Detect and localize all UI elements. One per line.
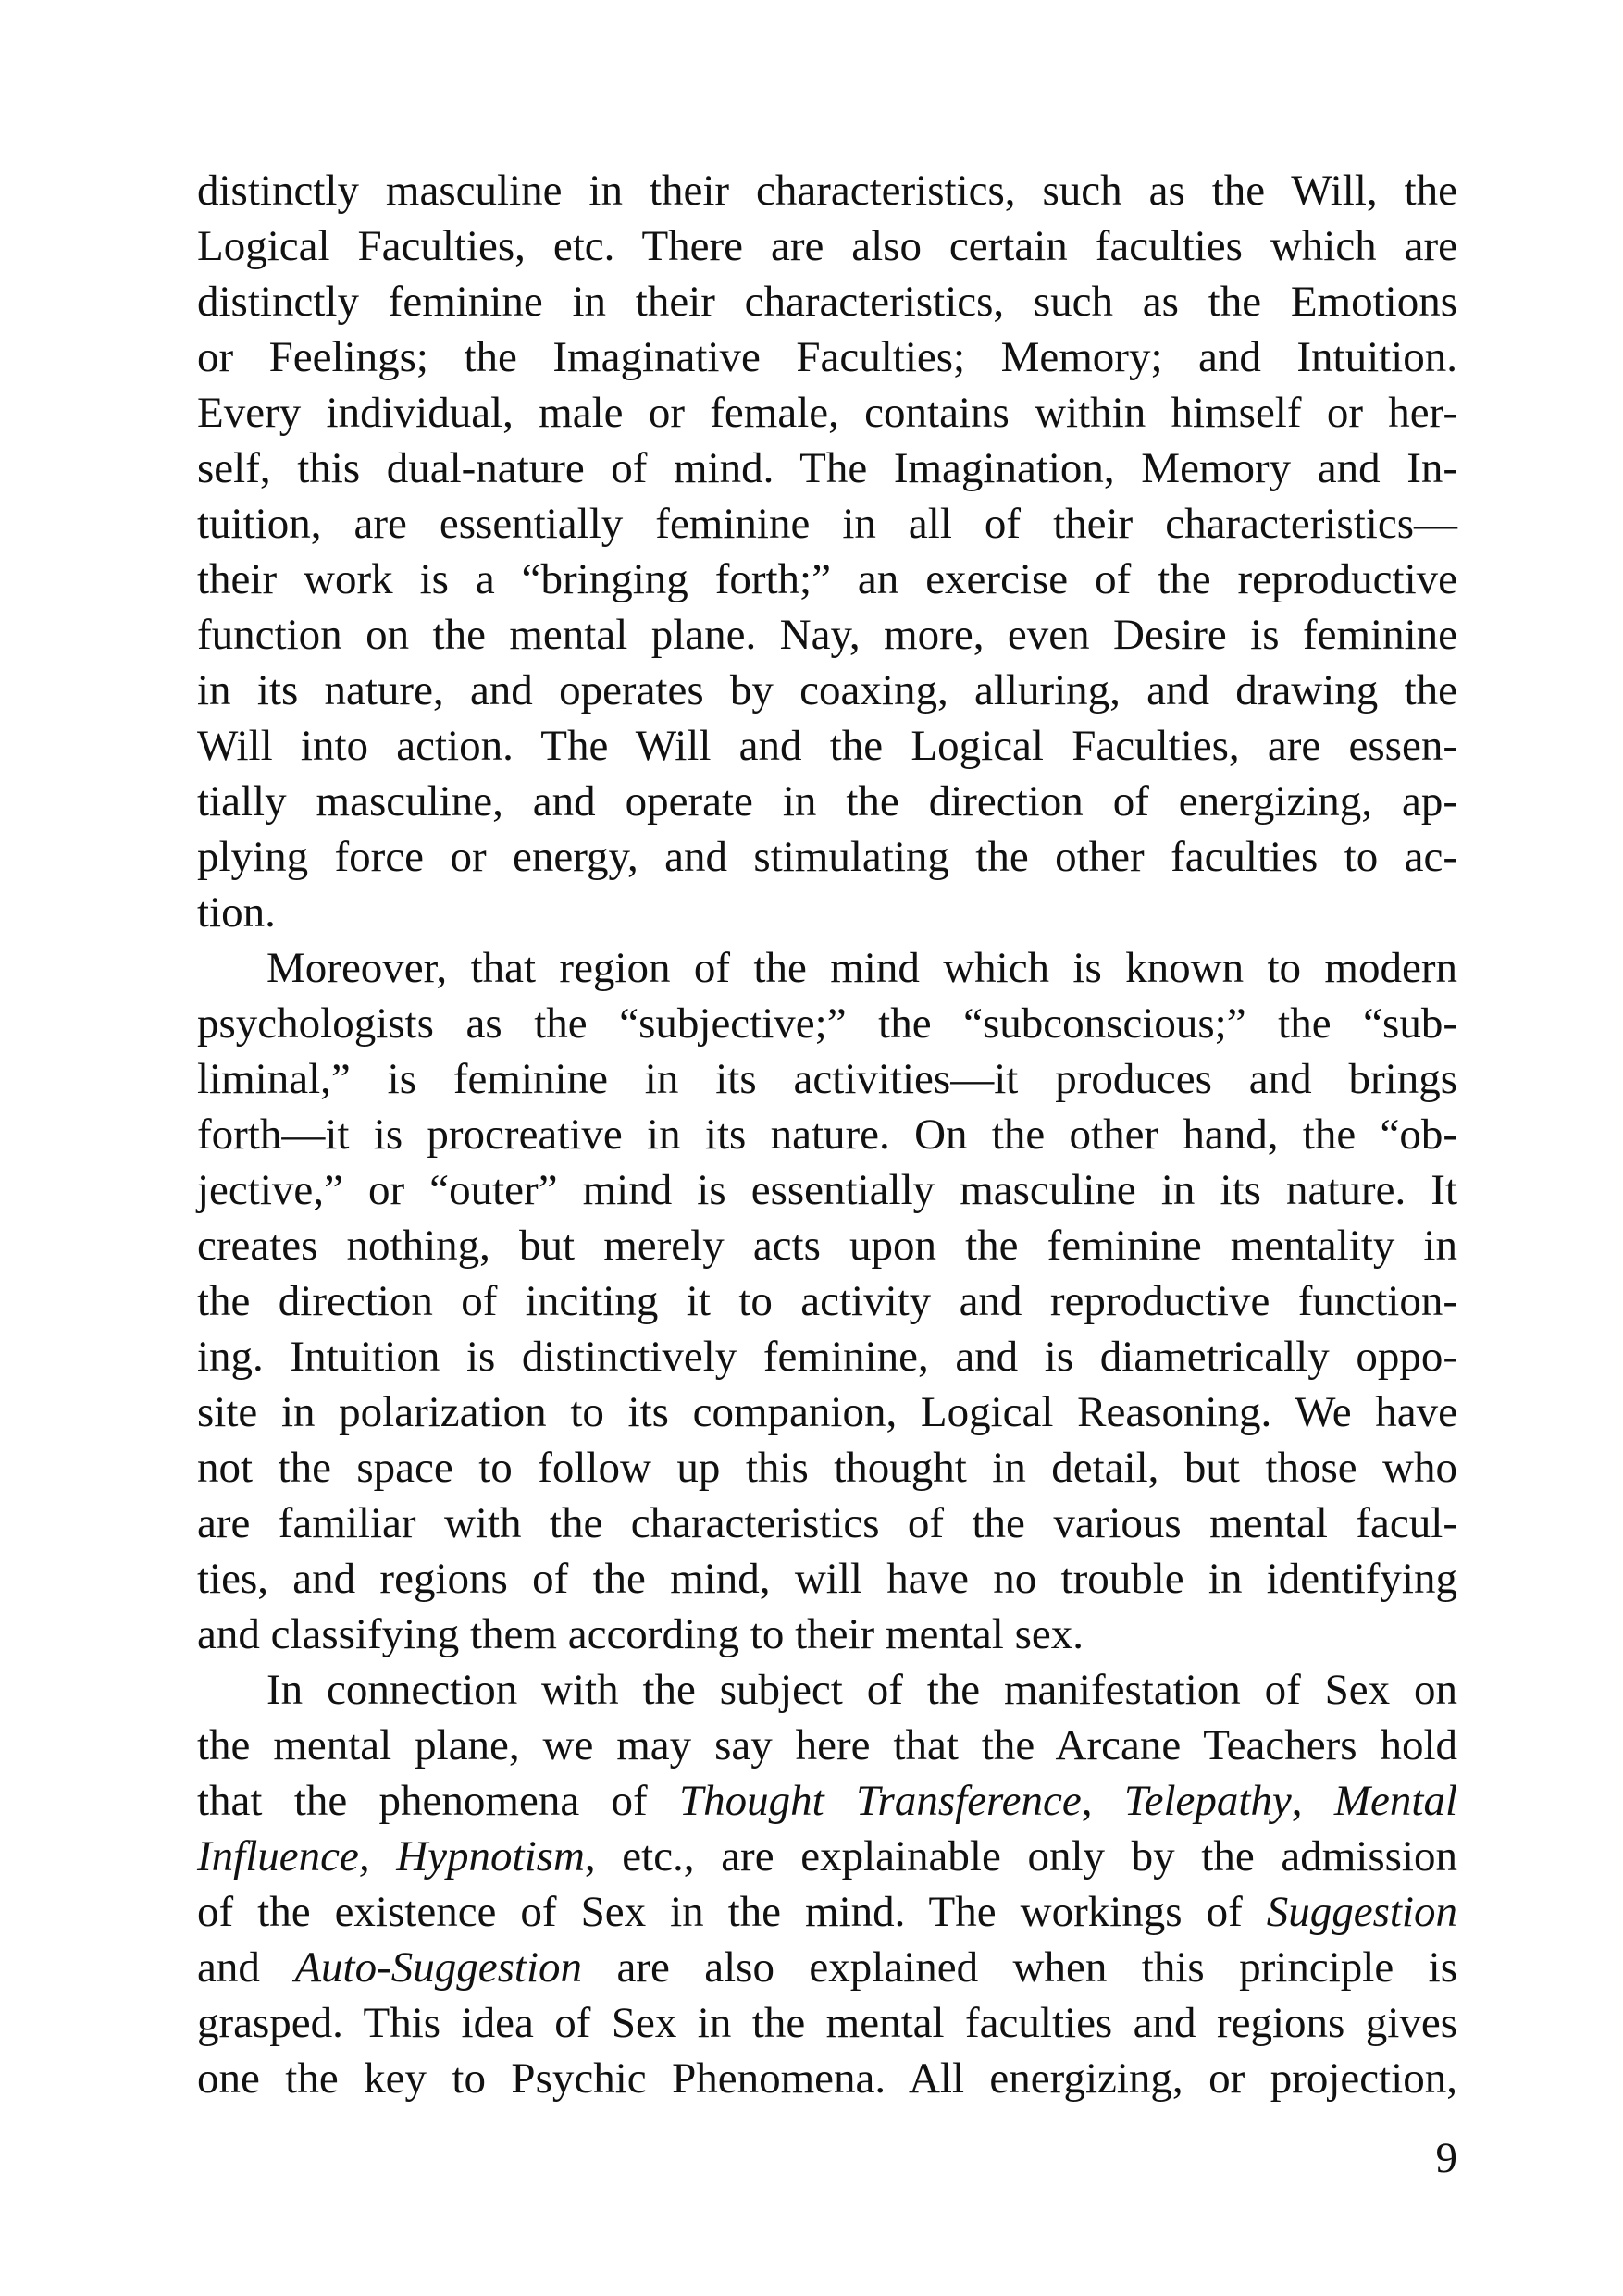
text-run: Moreover, that region of the mind which is known to modern [266,944,1457,992]
text-run: and [197,1943,295,1992]
italic-text: Mental [1333,1777,1458,1825]
text-run: one the key to Psychic Phenomena. All energizing, or projection, [197,2054,1457,2103]
text-run: self, this dual-nature of mind. The Imagination, Memory and In- [197,444,1457,492]
paragraph [197,940,1457,1662]
text-line [197,663,1457,718]
text-run: jective,” or “outer” mind is essentially masculine in its nature. It [197,1166,1457,1214]
text-run: of the existence of Sex in the mind. The workings of [197,1888,1267,1936]
text-line [197,441,1457,496]
text-run: ing. Intuition is distinctively feminine, and is diametrically oppo- [197,1333,1457,1381]
text-line [197,829,1457,885]
italic-text: Thought Transference [678,1777,1082,1825]
text-run: Every individual, male or female, contains within himself or her- [197,389,1457,437]
text-line [197,1107,1457,1162]
text-run: creates nothing, but merely acts upon the feminine mentality in [197,1222,1457,1270]
text-line [197,1995,1457,2051]
text-run: the mental plane, we may say here that the Arcane Teachers hold [197,1721,1457,1769]
text-run: are familiar with the characteristics of the various mental facul- [197,1499,1457,1547]
text-run: or Feelings; the Imaginative Faculties; Memory; and Intuition. [197,333,1457,381]
text-line [197,1940,1457,1995]
text-run: liminal,” is feminine in its activities—it produces and brings [197,1055,1457,1103]
text-run: grasped. This idea of Sex in the mental faculties and regions gives [197,1999,1457,2047]
text-line [197,885,1457,940]
text-run: distinctly feminine in their characteristics, such as the Emotions [197,278,1457,326]
text-run: not the space to follow up this thought in detail, but those who [197,1444,1457,1492]
text-run: ties, and regions of the mind, will have no trouble in identifying [197,1555,1457,1603]
text-line [197,274,1457,329]
text-line [197,718,1457,774]
text-run: psychologists as the “subjective;” the “subconscious;” the “sub- [197,999,1457,1048]
text-line [197,996,1457,1051]
text-run: Will into action. The Will and the Logical Faculties, are essen- [197,722,1457,770]
text-run: tion. [197,888,276,937]
text-line [197,385,1457,441]
text-line [197,1884,1457,1940]
text-line [197,1496,1457,1551]
text-run: the direction of inciting it to activity and reproductive function- [197,1277,1457,1325]
text-line [197,1384,1457,1440]
text-run: site in polarization to its companion, Logical Reasoning. We have [197,1388,1457,1436]
paragraph [197,1662,1457,2106]
text-line [197,1051,1457,1107]
text-line [197,1329,1457,1384]
text-run: their work is a “bringing forth;” an exercise of the reproductive [197,555,1457,603]
text-run: function on the mental plane. Nay, more, even Desire is feminine [197,611,1457,659]
italic-text: Telepathy [1123,1777,1292,1825]
text-line [197,1551,1457,1607]
text-line [197,1718,1457,1773]
text-line [197,496,1457,552]
text-run: forth—it is procreative in its nature. On the other hand, the “ob- [197,1111,1457,1159]
text-line [197,1829,1457,1884]
text-run: and classifying them according to their mental sex. [197,1610,1084,1658]
text-run: plying force or energy, and stimulating the other faculties to ac- [197,833,1457,881]
italic-text: Suggestion [1266,1888,1457,1936]
italic-text: Auto-Suggestion [294,1943,582,1992]
paragraph [197,163,1457,940]
text-line [197,163,1457,218]
text-run: are also explained when this principle is [582,1943,1457,1992]
body-text [197,163,1457,2106]
text-line [197,1662,1457,1718]
text-line [197,218,1457,274]
text-line [197,1218,1457,1273]
text-run: Logical Faculties, etc. There are also certain faculties which are [197,222,1457,270]
text-line [197,774,1457,829]
text-line [197,1440,1457,1496]
text-run: , etc., are explainable only by the admission [584,1832,1457,1880]
text-line [197,1162,1457,1218]
text-line [197,607,1457,663]
text-line [197,940,1457,996]
text-run: that the phenomena of [197,1777,679,1825]
text-line [197,552,1457,607]
text-run: tuition, are essentially feminine in all of their characteristics— [197,500,1457,548]
text-line [197,1773,1457,1829]
text-line [197,2051,1457,2106]
text-run: In connection with the subject of the manifestation of Sex on [266,1666,1457,1714]
text-line [197,329,1457,385]
text-run: distinctly masculine in their characteristics, such as the Will, the [197,167,1457,215]
text-run: in its nature, and operates by coaxing, alluring, and drawing the [197,666,1457,714]
italic-text: Influence, Hypnotism [197,1832,585,1880]
text-line [197,1273,1457,1329]
text-line [197,1607,1457,1662]
page-number: 9 [1435,2134,1457,2182]
text-run: tially masculine, and operate in the direction of energizing, ap- [197,777,1457,825]
text-run: , [1081,1777,1124,1825]
text-run: , [1291,1777,1334,1825]
